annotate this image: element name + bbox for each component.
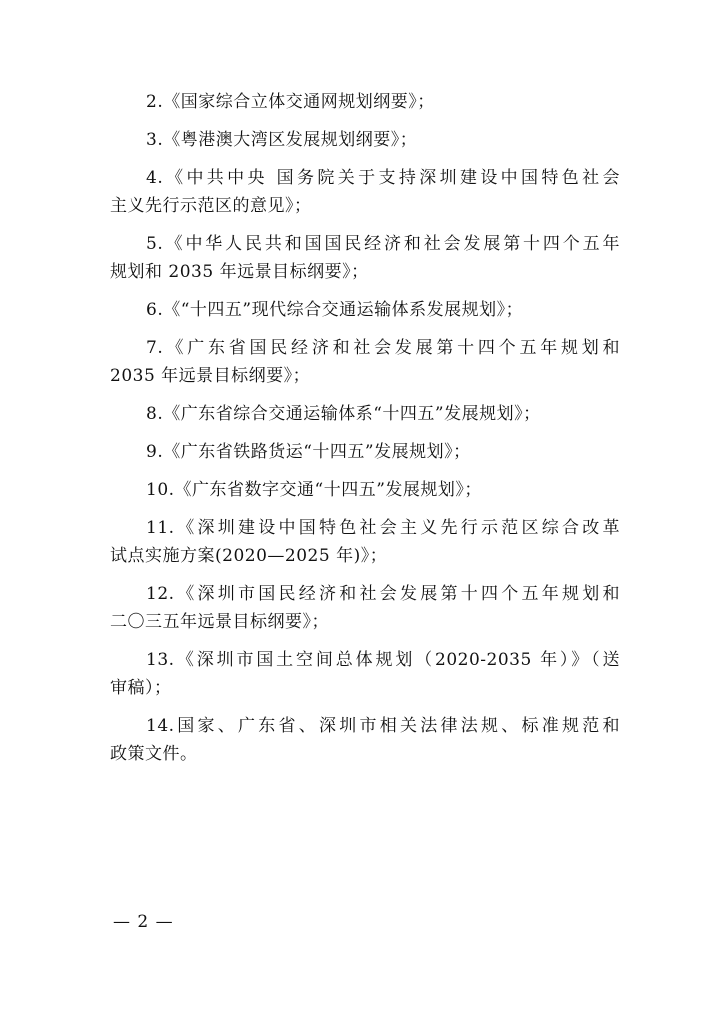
- reference-item-10: [110, 476, 620, 504]
- reference-line: 11.《深圳建设中国特色社会主义先行示范区综合改革: [146, 518, 620, 538]
- reference-line: 3.《粤港澳大湾区发展规划纲要》；: [146, 130, 418, 150]
- reference-line: 14.国家、广东省、深圳市相关法律法规、标准规范和: [146, 716, 620, 736]
- reference-item-8: [110, 400, 620, 428]
- reference-item-9: [110, 438, 620, 466]
- document-body: [110, 88, 620, 778]
- reference-line: 5.《中华人民共和国国民经济和社会发展第十四个五年: [146, 234, 620, 254]
- reference-line: 9.《广东省铁路货运“十四五”发展规划》；: [146, 442, 471, 462]
- reference-item-2: [110, 88, 620, 116]
- reference-line: 7.《广东省国民经济和社会发展第十四个五年规划和: [146, 338, 620, 358]
- reference-item-7: [110, 334, 620, 390]
- reference-line: 2.《国家综合立体交通网规划纲要》；: [146, 92, 435, 112]
- reference-line: 试点实施方案(2020—2025 年)》；: [110, 546, 388, 566]
- reference-item-11: [110, 514, 620, 570]
- reference-line: 13.《深圳市国土空间总体规划（2020-2035 年）》（送: [146, 650, 620, 670]
- reference-item-5: [110, 230, 620, 286]
- reference-line: 12.《深圳市国民经济和社会发展第十四个五年规划和: [146, 584, 620, 604]
- reference-line: 规划和 2035 年远景目标纲要》；: [110, 262, 369, 282]
- reference-item-12: [110, 580, 620, 636]
- reference-line: 2035 年远景目标纲要》；: [110, 366, 311, 386]
- page-number: — 2 —: [113, 912, 174, 932]
- reference-item-6: [110, 296, 620, 324]
- reference-line: 6.《“十四五”现代综合交通运输体系发展规划》；: [146, 300, 524, 320]
- reference-item-3: [110, 126, 620, 154]
- reference-line: 二〇三五年远景目标纲要》；: [110, 612, 329, 632]
- reference-line: 审稿）；: [110, 678, 172, 698]
- reference-line: 4.《中共中央 国务院关于支持深圳建设中国特色社会: [146, 168, 620, 188]
- reference-item-14: [110, 712, 620, 768]
- reference-line: 10.《广东省数字交通“十四五”发展规划》；: [146, 480, 482, 500]
- reference-line: 8.《广东省综合交通运输体系“十四五”发展规划》；: [146, 404, 541, 424]
- reference-line: 主义先行示范区的意见》；: [110, 196, 312, 216]
- reference-item-13: [110, 646, 620, 702]
- reference-line: 政策文件。: [110, 744, 198, 764]
- reference-item-4: [110, 164, 620, 220]
